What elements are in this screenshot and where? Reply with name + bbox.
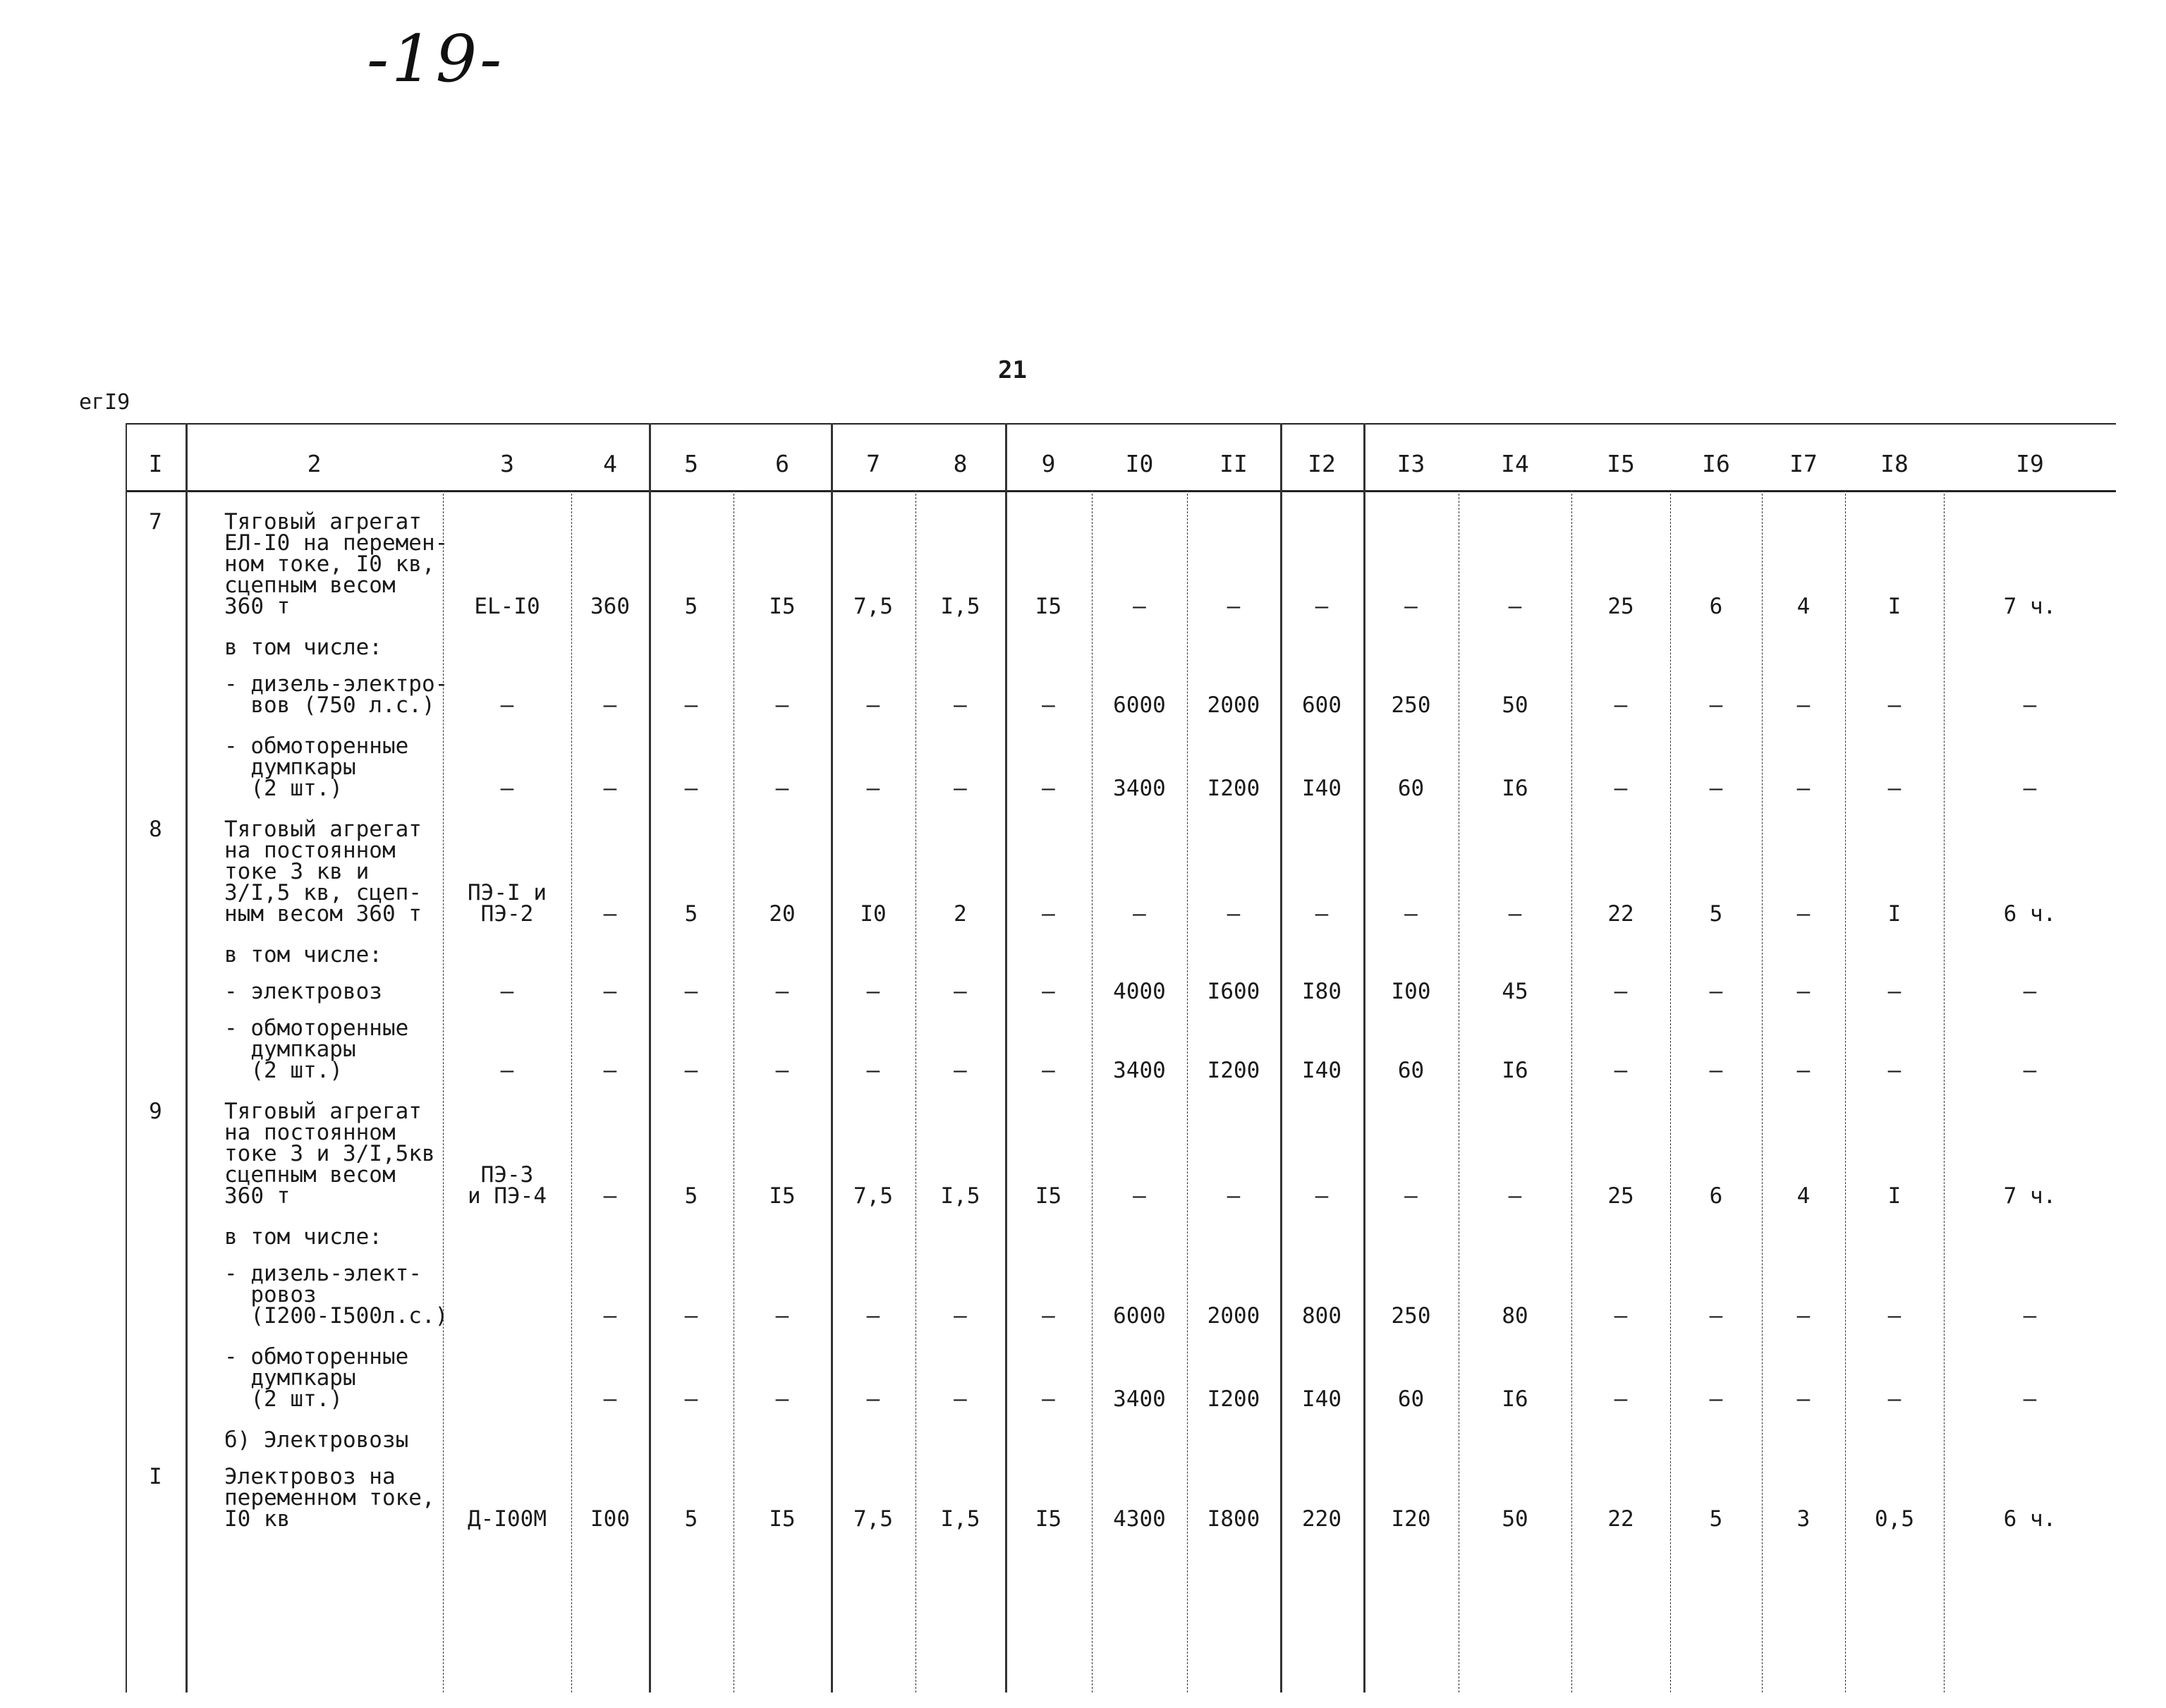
table-cell: – [1614,1303,1628,1329]
row-description: Тяговый агрегат на постоянном токе 3 и 3/I,5кв сцепным весом 360 т [224,1099,435,1209]
table-cell: 0,5 [1875,1506,1914,1532]
column-header: I5 [1607,450,1635,477]
table-cell: 5 [684,1506,698,1532]
table-cell: I40 [1302,776,1341,801]
table-cell: – [866,693,880,718]
table-cell: Д-I00М [468,1506,547,1532]
table-cell: I5 [1035,594,1062,619]
table-cell: 3400 [1113,1058,1166,1083]
table-cell: – [684,1386,698,1412]
table-cell: – [1508,901,1522,927]
row-number: 7 [149,509,162,535]
table-cell: – [954,1058,967,1083]
table-rule [1187,490,1188,1692]
data-table [126,423,2116,1692]
table-cell: – [1887,979,1902,1004]
column-header: 6 [775,450,789,477]
row-description: Тяговый агрегат на постоянном токе 3 кв и 3/I,5 кв, сцеп- ным весом 360 т [224,817,422,927]
table-cell: – [603,979,617,1004]
table-cell: – [1315,1183,1329,1209]
table-cell: 4 [1796,594,1811,619]
table-cell: I,5 [940,594,980,619]
table-cell: I20 [1391,1506,1431,1532]
row-description: - электровоз [224,979,382,1004]
table-cell: – [1614,776,1628,801]
table-rule [1845,490,1846,1692]
row-description: - обмоторенные думпкары (2 шт.) [224,1344,409,1412]
table-cell: – [866,1303,880,1329]
table-cell: – [1614,1386,1628,1412]
column-header: I4 [1501,450,1529,477]
table-cell: – [1042,901,1055,927]
table-cell: – [1887,693,1902,718]
table-cell: – [2023,776,2037,801]
table-cell: 6 [1709,594,1723,619]
table-cell: 5 [1709,901,1723,927]
table-cell: 5 [1709,1506,1723,1532]
table-cell: – [1042,1058,1055,1083]
page-number: -19- [367,21,505,97]
table-cell: – [1796,979,1811,1004]
table-cell: – [2023,1386,2037,1412]
table-cell: 25 [1607,594,1634,619]
table-cell: – [1614,1058,1628,1083]
table-cell: – [2023,1303,2037,1329]
column-header: 5 [684,450,698,477]
row-number: 9 [149,1099,162,1124]
row-description: - дизель-элект- ровоз (I200-I500л.с.) [224,1261,449,1329]
table-cell: 7 ч. [2003,1183,2057,1209]
table-cell: – [500,979,514,1004]
table-cell: 360 [590,594,630,619]
table-cell: I6 [1502,1386,1528,1412]
table-rule [443,490,444,1692]
table-cell: 7,5 [853,1183,893,1209]
table-cell: I80 [1302,979,1341,1004]
table-cell: – [1315,594,1329,619]
table-cell: – [775,693,789,718]
table-cell: I5 [769,594,796,619]
column-header: I0 [1125,450,1154,477]
table-rule [831,423,833,1692]
table-cell: – [1614,693,1628,718]
column-header: I9 [2016,450,2044,477]
table-rule [126,423,2116,425]
column-header: I2 [1308,450,1336,477]
table-cell: 4 [1796,1183,1811,1209]
column-header: 7 [866,450,880,477]
table-cell: – [1709,776,1723,801]
table-cell: – [684,979,698,1004]
table-cell: I [1887,1183,1902,1209]
table-rule [1762,490,1763,1692]
column-header: I7 [1789,450,1818,477]
table-cell: – [1227,594,1241,619]
column-header: 8 [953,450,968,477]
sheet-number: 21 [998,356,1027,384]
row-description: в том числе: [224,942,382,968]
table-cell: – [500,1058,514,1083]
table-cell: 20 [769,901,796,927]
table-cell: – [866,979,880,1004]
table-cell: 800 [1302,1303,1341,1329]
table-cell: – [2023,1058,2037,1083]
table-cell: 2000 [1207,1303,1260,1329]
table-cell: I [1887,594,1902,619]
table-cell: – [1887,1303,1902,1329]
table-cell: – [603,1303,617,1329]
table-cell: – [954,979,967,1004]
row-description: Электровоз на переменном токе, I0 кв [224,1464,435,1532]
table-cell: I200 [1207,1058,1260,1083]
table-rule [1092,490,1093,1692]
table-cell: 50 [1502,1506,1528,1532]
table-cell: – [1404,594,1418,619]
table-cell: 45 [1502,979,1528,1004]
table-rule [1280,423,1282,1692]
table-rule [1005,423,1007,1692]
table-rule [915,490,916,1692]
table-cell: – [866,1058,880,1083]
table-cell: – [954,693,967,718]
table-cell: I5 [1035,1183,1062,1209]
table-cell: – [775,1058,789,1083]
table-cell: – [2023,979,2037,1004]
table-cell: 6000 [1113,1303,1166,1329]
table-cell: 2000 [1207,693,1260,718]
table-cell: I [1887,901,1902,927]
table-cell: – [1796,693,1811,718]
table-cell: I40 [1302,1058,1341,1083]
table-cell: 6 [1709,1183,1723,1209]
table-cell: ПЭ-I и ПЭ-2 [468,880,547,927]
table-rule [1670,490,1671,1692]
table-cell: 7,5 [853,594,893,619]
table-cell: – [866,1386,880,1412]
table-cell: – [1227,1183,1241,1209]
table-cell: – [775,1303,789,1329]
table-cell: – [1404,1183,1418,1209]
table-cell: 250 [1391,1303,1431,1329]
table-cell: – [1887,776,1902,801]
table-cell: I200 [1207,1386,1260,1412]
table-cell: – [1796,1058,1811,1083]
table-cell: – [500,776,514,801]
table-cell: – [684,693,698,718]
table-cell: ЕL-I0 [474,594,540,619]
table-cell: 22 [1607,1506,1634,1532]
table-rule [649,423,651,1692]
table-cell: 6 ч. [2003,1506,2057,1532]
table-cell: 600 [1302,693,1341,718]
column-header: I [148,450,163,477]
table-cell: 3400 [1113,1386,1166,1412]
table-rule [1363,423,1365,1692]
table-cell: 25 [1607,1183,1634,1209]
table-cell: – [603,776,617,801]
table-cell: – [866,776,880,801]
table-cell: – [684,1303,698,1329]
table-cell: I5 [769,1506,796,1532]
table-cell: I6 [1502,776,1528,801]
table-cell: – [603,693,617,718]
column-header: II [1219,450,1248,477]
table-cell: – [603,1183,617,1209]
table-cell: I40 [1302,1386,1341,1412]
table-cell: – [1796,776,1811,801]
table-cell: I00 [590,1506,630,1532]
table-cell: – [684,1058,698,1083]
table-cell: 60 [1397,776,1425,801]
table-cell: – [2023,693,2037,718]
table-cell: – [1133,594,1146,619]
table-cell: – [954,776,967,801]
table-cell: 22 [1607,901,1634,927]
row-description: в том числе: [224,1224,382,1250]
table-cell: – [684,776,698,801]
table-cell: I5 [769,1183,796,1209]
table-cell: – [1796,901,1811,927]
table-cell: I,5 [940,1506,980,1532]
table-cell: I00 [1391,979,1431,1004]
table-cell: – [954,1386,967,1412]
table-cell: – [1042,1386,1055,1412]
table-cell: I200 [1207,776,1260,801]
table-cell: – [500,693,514,718]
table-cell: – [1709,1058,1723,1083]
table-cell: – [775,1386,789,1412]
table-cell: – [1709,979,1723,1004]
row-description: Тяговый агрегат ЕЛ-I0 на перемен- ном токе, I0 кв, сцепным весом 360 т [224,509,449,619]
table-cell: 7 ч. [2003,594,2057,619]
table-cell: 220 [1302,1506,1341,1532]
row-description: - обмоторенные думпкары (2 шт.) [224,1015,409,1083]
row-description: в том числе: [224,635,382,660]
table-cell: 5 [684,901,698,927]
table-cell: – [775,776,789,801]
table-cell: 50 [1502,693,1528,718]
table-cell: – [1227,901,1241,927]
row-description: б) Электровозы [224,1427,409,1453]
column-header: I8 [1880,450,1909,477]
row-description: - обмоторенные думпкары (2 шт.) [224,733,409,801]
table-cell: – [1404,901,1418,927]
table-cell: 5 [684,1183,698,1209]
table-cell: – [603,901,617,927]
table-cell: 80 [1502,1303,1528,1329]
table-cell: I,5 [940,1183,980,1209]
column-header: 4 [603,450,617,477]
table-cell: – [1508,1183,1522,1209]
table-cell: ПЭ-3 и ПЭ-4 [468,1162,547,1209]
table-cell: I800 [1207,1506,1260,1532]
column-header: 3 [500,450,514,477]
table-rule [1944,490,1945,1692]
column-header: I3 [1397,450,1425,477]
column-header: 9 [1041,450,1056,477]
table-cell: I5 [1035,1506,1062,1532]
table-cell: 7,5 [853,1506,893,1532]
row-number: 8 [149,817,162,842]
table-cell: – [1508,594,1522,619]
table-cell: 250 [1391,693,1431,718]
table-cell: – [1042,1303,1055,1329]
table-cell: 2 [954,901,967,927]
table-rule [185,423,188,1692]
table-cell: I0 [860,901,887,927]
table-cell: I600 [1207,979,1260,1004]
table-cell: 4000 [1113,979,1166,1004]
table-cell: 5 [684,594,698,619]
table-cell: – [1133,1183,1146,1209]
table-cell: 6000 [1113,693,1166,718]
table-rule [571,490,572,1692]
table-cell: I6 [1502,1058,1528,1083]
column-header: I6 [1702,450,1730,477]
table-cell: – [1709,1386,1723,1412]
table-cell: – [1133,901,1146,927]
table-cell: – [1796,1303,1811,1329]
column-header: 2 [307,450,322,477]
table-cell: 60 [1397,1386,1425,1412]
table-cell: – [954,1303,967,1329]
row-number: I [149,1464,162,1489]
table-cell: – [1887,1058,1902,1083]
table-cell: – [1042,776,1055,801]
table-cell: 4300 [1113,1506,1166,1532]
table-rule [1571,490,1572,1692]
table-cell: – [775,979,789,1004]
table-rule [126,490,2116,492]
table-cell: 60 [1397,1058,1425,1083]
table-cell: – [1796,1386,1811,1412]
table-cell: – [1887,1386,1902,1412]
table-cell: – [603,1058,617,1083]
table-rule [126,423,127,1692]
table-cell: 6 ч. [2003,901,2057,927]
table-cell: – [1709,1303,1723,1329]
table-cell: – [1315,901,1329,927]
row-description: - дизель-электро- вов (750 л.с.) [224,671,449,718]
table-cell: – [1709,693,1723,718]
table-cell: – [1042,979,1055,1004]
table-cell: – [1042,693,1055,718]
sheet-code: егI9 [79,390,130,415]
table-cell: 3 [1796,1506,1811,1532]
table-cell: – [1614,979,1628,1004]
table-cell: 3400 [1113,776,1166,801]
table-cell: – [603,1386,617,1412]
